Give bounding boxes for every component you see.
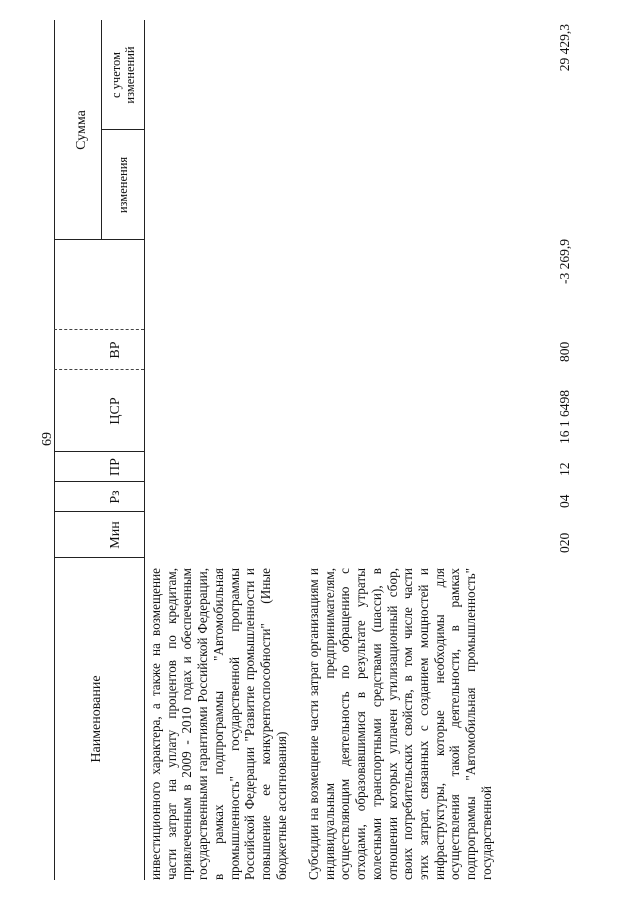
col-divider-vr	[54, 329, 144, 330]
row-1-name: инвестиционного характера, а также на возмещение части затрат на уплату процентов по кредитам, привлеченным в 2009 - 2010 годах и обеспеченным государственными гарантиями Российской Федерации, в рамках подпрограммы "Автомобильная промышленность" государственной программы Российской Федерации "Развитие промышленности и повышение ее конкурентоспособности" (Иные бюджетные ассигнования)	[148, 568, 289, 880]
row-2-changes: -3 269,9	[557, 239, 572, 284]
header-rz: Рз	[108, 490, 123, 504]
row-2-name: Субсидии на возмещение части затрат организациям и индивидуальным предпринимателям, осуществляющим деятельность по обращению с отходами, образовавшимися в результате утраты колесными транспортными средствами (шасси), в отношении которых уплачен утилизационный сбор, своих потребительских свойств, в том числе части этих затрат, связанных с созданием мощностей и инфраструктуры, которые необходимы для осуществления такой деятельности, в рамках подпрограммы "Автомобильная промышленность" государственной	[306, 568, 494, 880]
header-bottom-border	[144, 20, 145, 880]
row-2-rz: 04	[557, 494, 572, 508]
sum-subheader-line	[101, 20, 102, 240]
header-csr: ЦСР	[108, 397, 123, 425]
header-name: Наименование	[89, 675, 104, 763]
header-with-changes: с учетом изменений	[109, 46, 137, 104]
page-number: 69	[40, 432, 55, 446]
row-2-vr: 800	[557, 341, 572, 362]
header-changes: изменения	[116, 156, 130, 214]
header-min: Мин	[108, 521, 123, 549]
row-2-with-changes: 29 429,3	[557, 24, 572, 72]
header-pr: ПР	[108, 458, 123, 476]
col-divider-csr	[54, 369, 144, 370]
header-sum: Сумма	[74, 110, 89, 150]
header-vr: ВР	[108, 341, 123, 359]
row-2-min: 020	[557, 532, 572, 553]
col-divider-pr	[54, 451, 144, 452]
rotated-table-page	[54, 20, 614, 880]
table-top-border	[54, 20, 55, 880]
col-divider-sum	[54, 239, 144, 240]
col-divider-min	[54, 511, 144, 512]
row-2-pr: 12	[557, 462, 572, 476]
row-2-csr: 16 1 6498	[557, 390, 572, 444]
col-divider-rz	[54, 481, 144, 482]
